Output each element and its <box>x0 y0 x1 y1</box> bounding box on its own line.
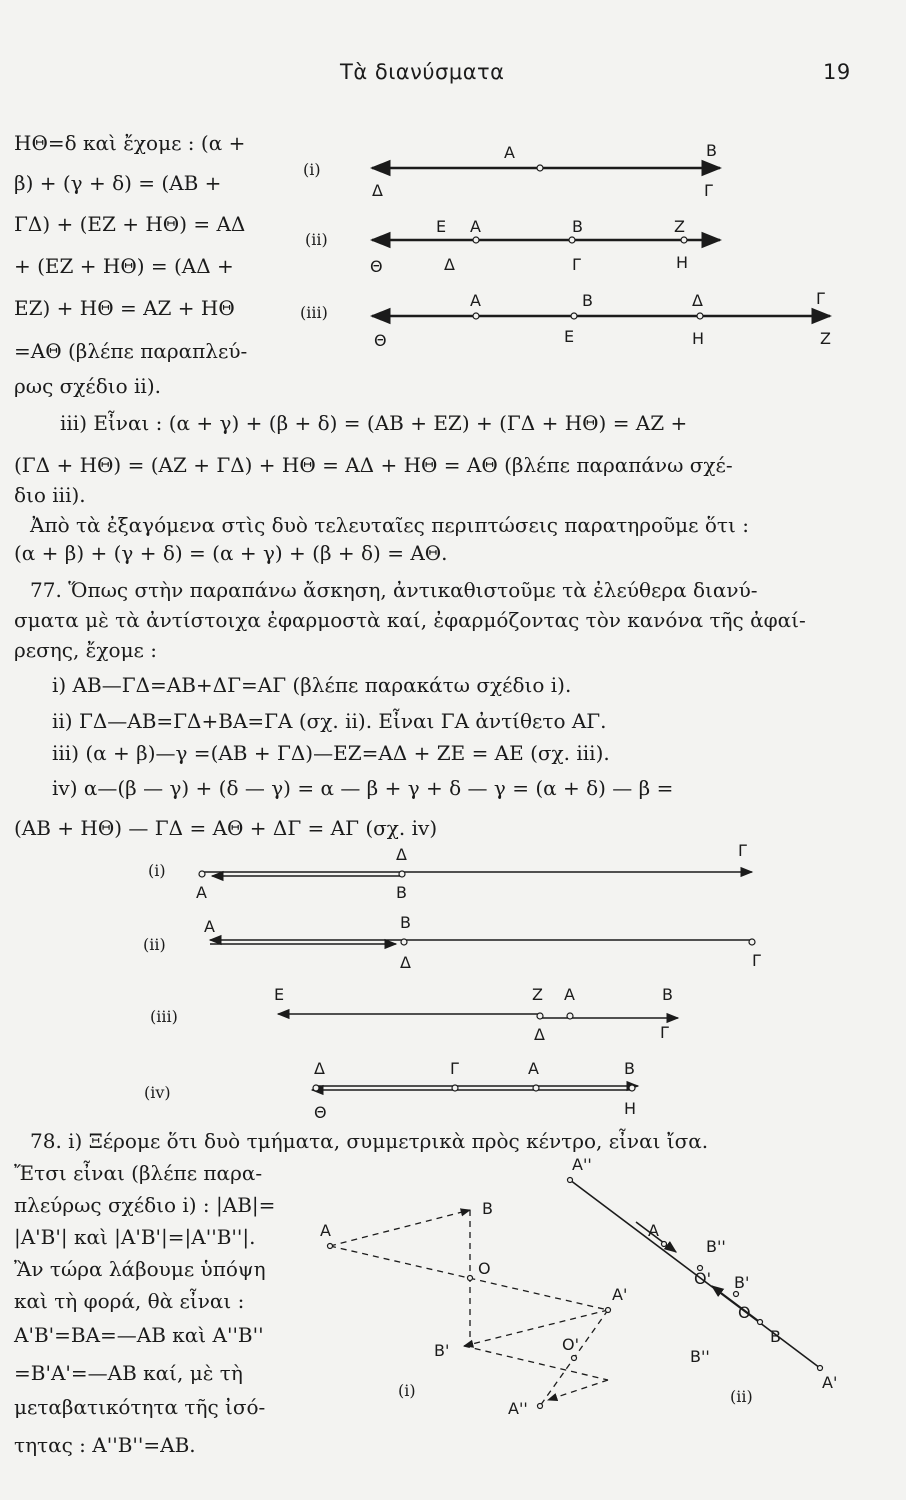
point <box>571 313 577 319</box>
point-label: Β'' <box>690 1347 710 1366</box>
text-line: Ἂν τώρα λάβουμε ὑπόψη <box>14 1257 266 1281</box>
point-label: Δ <box>692 291 703 310</box>
point-label: Γ <box>738 841 747 860</box>
point-label: Ζ <box>820 329 831 348</box>
point <box>606 1308 611 1313</box>
point-label: Ο <box>738 1303 751 1322</box>
text-line: iii) (α + β)—γ =(ΑΒ + ΓΔ)—ΕΖ=ΑΔ + ΖΕ = ΑΕ (σχ. iii). <box>52 741 610 765</box>
point-label: Ζ <box>674 217 685 236</box>
point-label: Δ <box>396 845 407 864</box>
point-label: Ο <box>478 1259 491 1278</box>
point <box>399 871 405 877</box>
text-line: πλεύρως σχέδιο i) : |ΑΒ|= <box>14 1193 276 1217</box>
point-label: Β <box>400 913 411 932</box>
text-line: Ἔτσι εἶναι (βλέπε παρα- <box>14 1161 263 1185</box>
text-line: μεταβατικότητα τῆς ἰσό- <box>14 1395 266 1419</box>
figure-mid-iv <box>144 1059 638 1122</box>
point-label: Γ <box>704 181 713 200</box>
point-label: Α <box>528 1059 539 1078</box>
point-label: Β <box>624 1059 635 1078</box>
point-label: Η <box>692 329 705 348</box>
point <box>533 1085 539 1091</box>
point <box>629 1085 635 1091</box>
point-label: Β'' <box>706 1237 726 1256</box>
text-line: iii) Εἶναι : (α + γ) + (β + δ) = (ΑΒ + ΕΖ) + (ΓΔ + ΗΘ) = ΑΖ + <box>60 411 688 435</box>
text-line: =ΑΘ (βλέπε παραπλεύ- <box>14 339 248 363</box>
point-label: Δ <box>314 1059 325 1078</box>
point-label: Η <box>624 1099 637 1118</box>
point-label: Α <box>320 1221 331 1240</box>
point <box>328 1244 333 1249</box>
point-label: Α <box>470 217 481 236</box>
text-line: ΓΔ) + (ΕΖ + ΗΘ) = ΑΔ <box>14 212 246 236</box>
text-line: (α + β) + (γ + δ) = (α + γ) + (β + δ) = ΑΘ. <box>14 541 448 565</box>
point-label: Β' <box>734 1273 750 1292</box>
point <box>537 1013 543 1019</box>
point-label: Β' <box>434 1341 450 1360</box>
point <box>473 313 479 319</box>
text-line: iv) α—(β — γ) + (δ — γ) = α — β + γ + δ — γ = (α + δ) — β = <box>52 776 674 800</box>
figure-mid-iii <box>150 985 678 1044</box>
text-line: καὶ τὴ φορά, θὰ εἶναι : <box>14 1289 245 1313</box>
text-line: (ΑΒ + ΗΘ) — ΓΔ = ΑΘ + ΔΓ = ΑΓ (σχ. iv) <box>14 816 438 840</box>
point-label: Β <box>706 141 717 160</box>
roman-label: (i) <box>303 160 321 179</box>
text-line: ρεσης, ἔχομε : <box>14 638 158 662</box>
roman-label: (iv) <box>144 1083 171 1102</box>
roman-label: (iii) <box>150 1007 178 1026</box>
point-label: Β <box>572 217 583 236</box>
point-label: Γ <box>450 1059 459 1078</box>
text-line: ii) ΓΔ—ΑΒ=ΓΔ+ΒΑ=ΓΑ (σχ. ii). Εἶναι ΓΑ ἀντίθετο ΑΓ. <box>52 709 607 733</box>
point-label: Β <box>482 1199 493 1218</box>
roman-label: (i) <box>148 861 166 880</box>
text-line: ρως σχέδιο ii). <box>14 374 161 398</box>
text-line: + (ΕΖ + ΗΘ) = (ΑΔ + <box>14 254 234 278</box>
text-line: i) ΑΒ—ΓΔ=ΑΒ+ΔΓ=ΑΓ (βλέπε παρακάτω σχέδιο i). <box>52 673 572 697</box>
point <box>758 1320 763 1325</box>
figure-mid-ii <box>143 913 761 972</box>
point-label: Η <box>676 253 689 272</box>
point-label: Α <box>204 917 215 936</box>
point-label: Γ <box>816 289 825 308</box>
point <box>537 165 543 171</box>
running-head: Τὰ διανύσματα <box>340 60 505 84</box>
figure-top-ii <box>305 217 720 276</box>
text-line: ΗΘ=δ καὶ ἔχομε : (α + <box>14 131 246 155</box>
point-label: Ε <box>436 217 447 236</box>
point-label: Θ <box>314 1103 327 1122</box>
point-label: Α' <box>612 1285 628 1304</box>
point <box>473 237 479 243</box>
point-label: Ο' <box>694 1269 711 1288</box>
roman-label: (ii) <box>730 1387 753 1406</box>
point <box>818 1366 823 1371</box>
point <box>697 313 703 319</box>
page-number: 19 <box>823 60 851 84</box>
point-label: Β <box>662 985 673 1004</box>
point <box>749 939 755 945</box>
roman-label: (i) <box>398 1381 416 1400</box>
text-line: 78. i) Ξέρομε ὅτι δυὸ τμήματα, συμμετρικὰ πρὸς κέντρο, εἶναι ἴσα. <box>30 1129 709 1153</box>
figure-mid-i <box>148 841 752 902</box>
figure-top-i <box>303 141 720 200</box>
figure-bottom-ii <box>568 1155 838 1406</box>
roman-label: (ii) <box>305 230 328 249</box>
text-line: |Α'Β'| καὶ |Α'Β'|=|Α''Β''|. <box>14 1225 256 1249</box>
point-label: Δ <box>534 1025 545 1044</box>
point <box>734 1292 739 1297</box>
text-line: σματα μὲ τὰ ἀντίστοιχα ἐφαρμοστὰ καί, ἐφαρμόζοντας τὸν κανόνα τῆς ἀφαί- <box>14 608 806 632</box>
point <box>468 1276 473 1281</box>
text-line: διο iii). <box>14 483 86 507</box>
text-line: (ΓΔ + ΗΘ) = (ΑΖ + ΓΔ) + ΗΘ = ΑΔ + ΗΘ = ΑΘ (βλέπε παραπάνω σχέ- <box>14 453 733 477</box>
point-label: Β <box>582 291 593 310</box>
point-label: Α <box>470 291 481 310</box>
point-label: Ε <box>564 327 575 346</box>
roman-label: (iii) <box>300 303 328 322</box>
point-label: Θ <box>374 331 387 350</box>
point-label: Δ <box>400 953 411 972</box>
point <box>569 237 575 243</box>
point-label: Α <box>504 143 515 162</box>
point <box>199 871 205 877</box>
text-line: ΕΖ) + ΗΘ = ΑΖ + ΗΘ <box>14 296 235 320</box>
text-line: Α'Β'=ΒΑ=—ΑΒ καὶ Α''Β'' <box>14 1323 264 1347</box>
point-label: Ε <box>274 985 285 1004</box>
point-label: Δ <box>444 255 455 274</box>
point-label: Β <box>770 1327 781 1346</box>
construction-line <box>464 1346 608 1380</box>
point-label: Γ <box>752 951 761 970</box>
point-label: Ζ <box>532 985 543 1004</box>
text-line: =Β'Α'=—ΑΒ καί, μὲ τὴ <box>14 1361 243 1385</box>
point-label: Α <box>196 883 207 902</box>
point <box>401 939 407 945</box>
point <box>681 237 687 243</box>
point <box>538 1404 543 1409</box>
point <box>567 1013 573 1019</box>
point <box>572 1356 577 1361</box>
point-label: Γ <box>572 255 581 274</box>
text-line: Ἀπὸ τὰ ἐξαγόμενα στὶς δυὸ τελευταῖες περιπτώσεις παρατηροῦμε ὅτι : <box>30 513 749 537</box>
figure-top-iii <box>300 289 831 350</box>
point-label: Β <box>396 883 407 902</box>
point <box>568 1178 573 1183</box>
point-label: Α <box>564 985 575 1004</box>
point-label: Θ <box>370 257 383 276</box>
point-label: Α <box>648 1221 659 1240</box>
text-line: 77. Ὅπως στὴν παραπάνω ἄσκηση, ἀντικαθιστοῦμε τὰ ἐλεύθερα διανύ- <box>30 578 758 602</box>
figure-bottom-i <box>320 1199 627 1418</box>
point <box>452 1085 458 1091</box>
text-line: β) + (γ + δ) = (ΑΒ + <box>14 171 222 195</box>
point-label: Δ <box>372 181 383 200</box>
point-label: Α'' <box>572 1155 592 1174</box>
point-label: Α' <box>822 1373 838 1392</box>
text-line: τητας : Α''Β''=ΑΒ. <box>14 1433 196 1457</box>
point-label: Γ <box>660 1023 669 1042</box>
roman-label: (ii) <box>143 935 166 954</box>
point <box>313 1085 319 1091</box>
vector-line <box>330 1210 470 1246</box>
point <box>662 1242 667 1247</box>
point-label: Α'' <box>508 1399 528 1418</box>
point-label: Ο' <box>562 1335 579 1354</box>
